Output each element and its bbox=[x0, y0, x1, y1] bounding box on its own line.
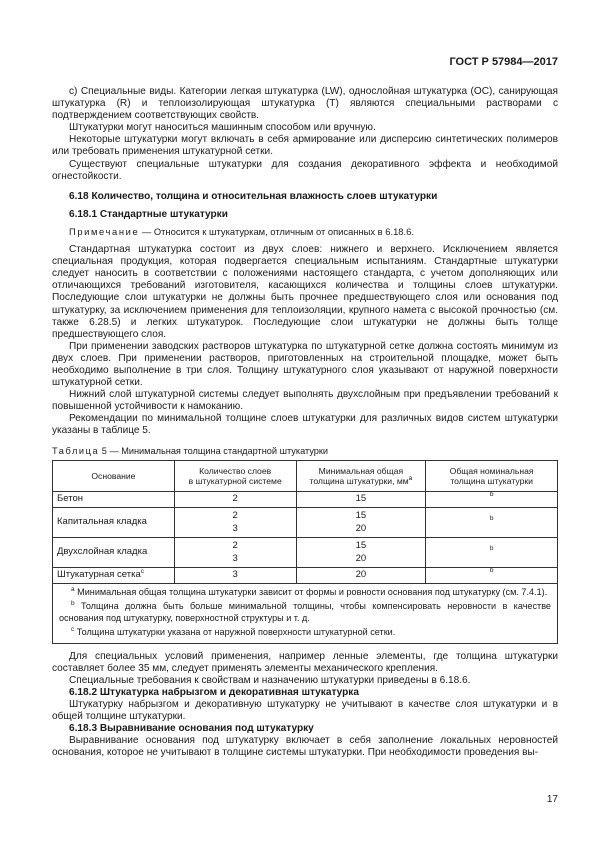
footnote-a: $^a$ Минимальная общая толщина штукатурки зависит от формы и ровности основания под штукатурку (см. 7.4.1). bbox=[71, 585, 548, 597]
note bbox=[69, 226, 558, 238]
cell-nominal: b bbox=[426, 537, 558, 567]
cell-thickness: 15 20 bbox=[296, 507, 426, 537]
table-caption-label: Таблица bbox=[52, 445, 100, 456]
body-paragraph: Рекомендации по минимальной толщине слоев штукатурки для различных видов систем штукатурки указаны в таблице 5. bbox=[52, 413, 558, 437]
subsection-heading: 6.18.1 Стандартные штукатурки bbox=[69, 208, 228, 220]
note-text: — Относится к штукатуркам, отличным от описанных в 6.18.6. bbox=[139, 225, 414, 237]
intro-paragraph: с) Специальные виды. Категории легкая штукатурка (LW), однослойная штукатурка (ОС), санирующая штукатурка (R) и теплоизолирующая штукатурка (Т) являются специальными растворами с подтверждением соответствующих свойств. bbox=[52, 86, 558, 122]
cell-base: Двухслойная кладка bbox=[53, 537, 175, 567]
table-caption-text: 5 — Минимальная толщина стандартной штукатурки bbox=[99, 445, 329, 456]
subsection-heading: 6.18.3 Выравнивание основания под штукатурку bbox=[69, 723, 314, 735]
cell-layers: 2 3 bbox=[174, 507, 296, 537]
table-footnotes-row bbox=[53, 583, 558, 643]
cell-nominal: b bbox=[426, 491, 558, 507]
cell-layers: 2 3 bbox=[174, 537, 296, 567]
header-nominal-thickness: Общая номинальная толщина штукатурки bbox=[426, 460, 558, 491]
table-caption bbox=[52, 445, 558, 457]
cell-base: Бетон bbox=[53, 491, 175, 507]
cell-thickness: 20 bbox=[296, 567, 426, 583]
cell-thickness: 15 bbox=[296, 491, 426, 507]
body-paragraph: Стандартная штукатурка состоит из двух слоев: нижнего и верхнего. Исключением является специальная продукция, которая подвергается специальным испытаниям. Стандартные штукатурки следует наносить в соответствии с положениями настоящего стандарта, с учетом дополняющих или отличающихся требований изготовителя, касающихся количества и толщины слоев штукатурки. Последующие слои штукатурки не должны быть прочнее предшествующего слоя или основания под штукатурку, за исключением применения для теплоизоляции, крупного намета с высокой прочностью (см. также 6.28.5) и легких штукатурок. Последующие слои штукатурки не должны быть толще предшествующего слоя. bbox=[52, 244, 558, 340]
cell-base: Капитальная кладка bbox=[53, 507, 175, 537]
header-layers: Количество слоев в штукатурной системе bbox=[174, 460, 296, 491]
table-header-row bbox=[53, 460, 558, 491]
header-base: Основание bbox=[53, 460, 175, 491]
table-row bbox=[53, 491, 558, 507]
body-paragraph: Специальные требования к свойствам и назначению штукатурки приведены в 6.18.6. bbox=[69, 674, 471, 686]
document-header: ГОСТ Р 57984—2017 bbox=[449, 56, 558, 68]
page-number: 17 bbox=[546, 794, 558, 805]
page-content bbox=[52, 86, 558, 759]
table-footnotes bbox=[53, 583, 558, 643]
body-paragraph: Штукатурку набрызгом и декоративную штукатурку не учитывают в качестве слоя штукатурки и в общей толщине штукатурки. bbox=[52, 699, 558, 723]
header-min-thickness: Минимальная общая толщина штукатурки, $мм^a$ bbox=[296, 460, 426, 491]
table-row bbox=[53, 537, 558, 567]
cell-nominal: b bbox=[426, 507, 558, 537]
cell-thickness: 15 20 bbox=[296, 537, 426, 567]
intro-paragraph: Некоторые штукатурки могут включать в себя армирование или дисперсию синтетических полимеров или требовать применения штукатурной сетки. bbox=[52, 134, 558, 158]
body-paragraph: Нижний слой штукатурной системы следует выполнять двухслойным при предъявлении требований к повышенной устойчивости к намоканию. bbox=[52, 389, 558, 413]
footnote-b: $^b$ Толщина должна быть больше минимальной толщины, чтобы компенсировать неровности в качестве основания под штукатурку, поверхностной структуры и т. д. bbox=[59, 600, 551, 623]
intro-paragraph: Существуют специальные штукатурки для создания декоративного эффекта и необходимой огнестойкости. bbox=[52, 158, 558, 182]
intro-paragraph: Штукатурки могут наноситься машинным способом или вручную. bbox=[69, 122, 376, 134]
cell-base: Штукатурная сетка$^c$ bbox=[53, 567, 175, 583]
table-row bbox=[53, 567, 558, 583]
table-row bbox=[53, 507, 558, 537]
cell-layers: 3 bbox=[174, 567, 296, 583]
after-table bbox=[52, 651, 558, 760]
body-paragraph: Выравнивание основания под штукатурку включает в себя заполнение локальных неровностей основания, которое не учитывают в толщине системы штукатурки. При необходимости проведения вы- bbox=[52, 735, 558, 759]
cell-layers: 2 bbox=[174, 491, 296, 507]
body-paragraph: При применении заводских растворов штукатурка по штукатурной сетке должна состоять минимум из двух слоев. При применении растворов, приготовленных на строительной площадке, может быть необходимо выполнение в три слоя. Толщину штукатурного слоя указывают от наружной поверхности штукатурной сетки. bbox=[52, 340, 558, 389]
thickness-table bbox=[52, 460, 558, 644]
footnote-c: $^c$ Толщина штукатурки указана от наружной поверхности штукатурной сетки. bbox=[71, 626, 396, 638]
body-paragraph: Для специальных условий применения, например ленные элементы, где толщина штукатурки составляет более 35 мм, следует применять элементы механического крепления. bbox=[52, 650, 558, 674]
note-label: Примечание bbox=[69, 225, 140, 237]
section-heading: 6.18 Количество, толщина и относительная влажность слоев штукатурки bbox=[69, 190, 438, 202]
subsection-heading: 6.18.2 Штукатурка набрызгом и декоративная штукатурка bbox=[69, 686, 359, 698]
cell-nominal: b bbox=[426, 567, 558, 583]
